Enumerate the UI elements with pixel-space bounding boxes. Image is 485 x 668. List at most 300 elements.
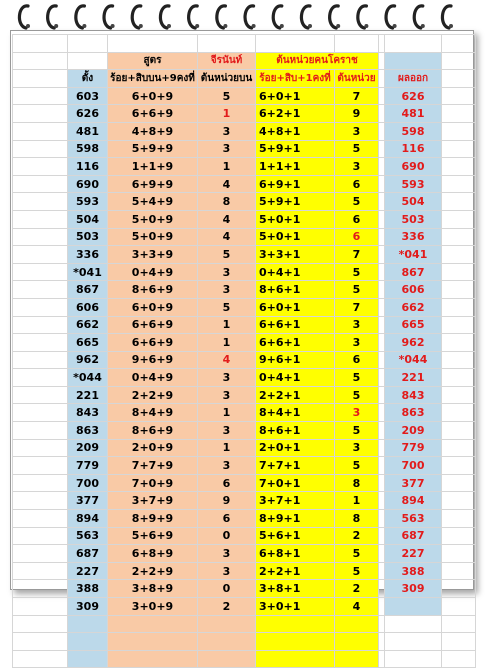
blank-cell <box>442 510 476 528</box>
blank-cell <box>442 527 476 545</box>
blank-cell <box>442 580 476 598</box>
blank-cell <box>13 228 68 246</box>
blank-cell <box>13 281 68 299</box>
blank-cell <box>13 298 68 316</box>
unit-cell: 8 <box>335 474 379 492</box>
formula-cell: 6+8+9 <box>108 545 198 563</box>
unit-cell: 5 <box>335 263 379 281</box>
empty-cell <box>335 615 379 633</box>
table-row <box>13 492 476 510</box>
blank-cell <box>13 598 68 616</box>
blank-cell <box>13 316 68 334</box>
blank-cell <box>442 281 476 299</box>
jira-cell: 8 <box>198 193 256 211</box>
tang-cell: 209 <box>68 439 108 457</box>
table-row <box>13 334 476 352</box>
formula-cell: 6+6+9 <box>108 316 198 334</box>
formula-cell: 4+8+9 <box>108 122 198 140</box>
result-cell <box>385 598 442 616</box>
korat-subheader: ร้อย+สิบ+1คงที่ <box>256 70 335 88</box>
table-row <box>13 87 476 105</box>
unit-cell: 2 <box>335 580 379 598</box>
blank-cell <box>13 510 68 528</box>
table-row <box>13 527 476 545</box>
table-row <box>13 140 476 158</box>
table-row <box>13 246 476 264</box>
tang-cell: 598 <box>68 140 108 158</box>
binding-ring-icon <box>301 6 312 28</box>
korat-cell: 3+7+1 <box>256 492 335 510</box>
korat-cell: 2+2+1 <box>256 562 335 580</box>
empty-row <box>13 633 476 651</box>
lottery-table <box>12 34 476 668</box>
formula-cell: 5+0+9 <box>108 228 198 246</box>
blank-cell <box>13 386 68 404</box>
blank-cell <box>442 334 476 352</box>
blank-cell <box>442 122 476 140</box>
empty-cell <box>385 650 442 668</box>
jira-cell: 4 <box>198 228 256 246</box>
blank-cell <box>13 263 68 281</box>
jira-cell: 4 <box>198 351 256 369</box>
korat-cell: 9+6+1 <box>256 351 335 369</box>
blank-cell <box>13 422 68 440</box>
formula-cell: 5+0+9 <box>108 210 198 228</box>
tang-cell: *041 <box>68 263 108 281</box>
tang-cell: 336 <box>68 246 108 264</box>
empty-cell <box>108 615 198 633</box>
unit-cell: 2 <box>335 527 379 545</box>
formula-cell: 5+9+9 <box>108 140 198 158</box>
jirananth-header: จีรนันท์ <box>198 52 256 70</box>
empty-cell <box>198 650 256 668</box>
table-row <box>13 474 476 492</box>
tang-cell: *044 <box>68 369 108 387</box>
empty-cell <box>256 633 335 651</box>
korat-cell: 8+6+1 <box>256 422 335 440</box>
blank-cell <box>442 105 476 123</box>
tang-cell: 606 <box>68 298 108 316</box>
korat-cell: 7+0+1 <box>256 474 335 492</box>
blank-cell <box>442 175 476 193</box>
result-cell: 377 <box>385 474 442 492</box>
empty-cell <box>442 633 476 651</box>
unit-cell: 3 <box>335 404 379 422</box>
blank-cell <box>13 193 68 211</box>
empty-cell <box>13 650 68 668</box>
jira-cell: 9 <box>198 492 256 510</box>
unit-cell: 5 <box>335 457 379 475</box>
spiral-binding <box>0 0 485 34</box>
result-cell: *041 <box>385 246 442 264</box>
blank-cell <box>442 404 476 422</box>
empty-cell <box>198 633 256 651</box>
table-row <box>13 422 476 440</box>
table-row <box>13 122 476 140</box>
result-cell: 209 <box>385 422 442 440</box>
binding-ring-icon <box>442 6 453 28</box>
formula-cell: 6+6+9 <box>108 105 198 123</box>
tang-cell: 593 <box>68 193 108 211</box>
jira-cell: 0 <box>198 580 256 598</box>
table-row <box>13 105 476 123</box>
empty-cell <box>13 633 68 651</box>
unit-cell: 3 <box>335 122 379 140</box>
blank-cell <box>442 263 476 281</box>
tang-header: ตั้ง <box>68 70 108 88</box>
korat-cell: 0+4+1 <box>256 369 335 387</box>
korat-cell: 5+0+1 <box>256 228 335 246</box>
unit-cell: 5 <box>335 545 379 563</box>
jira-cell: 1 <box>198 439 256 457</box>
binding-ring-icon <box>104 6 115 28</box>
korat-cell: 8+6+1 <box>256 281 335 299</box>
tang-cell: 481 <box>68 122 108 140</box>
jira-cell: 3 <box>198 122 256 140</box>
binding-ring-icon <box>48 6 59 28</box>
binding-ring-icon <box>189 6 200 28</box>
result-cell: 336 <box>385 228 442 246</box>
jira-cell: 3 <box>198 263 256 281</box>
jira-cell: 3 <box>198 457 256 475</box>
unit-cell: 5 <box>335 140 379 158</box>
table-row <box>13 263 476 281</box>
table-row <box>13 404 476 422</box>
table-row <box>13 193 476 211</box>
formula-header: สูตร <box>108 52 198 70</box>
korat-cell: 6+6+1 <box>256 316 335 334</box>
formula-cell: 6+0+9 <box>108 298 198 316</box>
formula-cell: 2+2+9 <box>108 562 198 580</box>
tang-cell: 603 <box>68 87 108 105</box>
table-row <box>13 386 476 404</box>
formula-cell: 8+9+9 <box>108 510 198 528</box>
result-cell: 598 <box>385 122 442 140</box>
binding-ring-icon <box>19 6 30 28</box>
blank-cell <box>13 580 68 598</box>
formula-cell: 2+2+9 <box>108 386 198 404</box>
tang-cell: 227 <box>68 562 108 580</box>
result-cell: 700 <box>385 457 442 475</box>
blank-cell <box>13 334 68 352</box>
tang-cell: 894 <box>68 510 108 528</box>
table-row <box>13 598 476 616</box>
formula-cell: 5+4+9 <box>108 193 198 211</box>
empty-cell <box>442 615 476 633</box>
jira-cell: 3 <box>198 386 256 404</box>
unit-cell: 4 <box>335 598 379 616</box>
jira-cell: 5 <box>198 246 256 264</box>
jira-cell: 3 <box>198 281 256 299</box>
unit-cell: 6 <box>335 175 379 193</box>
binding-ring-icon <box>358 6 369 28</box>
result-cell: 503 <box>385 210 442 228</box>
unit-cell: 3 <box>335 334 379 352</box>
blank-cell <box>13 140 68 158</box>
tang-cell: 503 <box>68 228 108 246</box>
tang-cell: 863 <box>68 422 108 440</box>
blank-cell <box>13 122 68 140</box>
korat-cell: 7+7+1 <box>256 457 335 475</box>
jira-cell: 3 <box>198 369 256 387</box>
unit-cell: 6 <box>335 351 379 369</box>
table-row <box>13 369 476 387</box>
result-cell: 227 <box>385 545 442 563</box>
tang-cell: 867 <box>68 281 108 299</box>
blank-cell <box>442 492 476 510</box>
jira-cell: 3 <box>198 545 256 563</box>
unit-cell: 3 <box>335 158 379 176</box>
table-row <box>13 351 476 369</box>
empty-row <box>13 615 476 633</box>
result-cell: 863 <box>385 404 442 422</box>
table-row <box>13 457 476 475</box>
table-row <box>13 281 476 299</box>
korat-cell: 5+9+1 <box>256 193 335 211</box>
blank-cell <box>13 545 68 563</box>
korat-cell: 4+8+1 <box>256 122 335 140</box>
unit-cell: 7 <box>335 298 379 316</box>
result-cell: 962 <box>385 334 442 352</box>
formula-cell: 8+6+9 <box>108 281 198 299</box>
korat-cell: 0+4+1 <box>256 263 335 281</box>
blank-cell <box>442 386 476 404</box>
table-row <box>13 158 476 176</box>
formula-cell: 3+8+9 <box>108 580 198 598</box>
blank-cell <box>13 439 68 457</box>
table-row <box>13 210 476 228</box>
empty-cell <box>335 650 379 668</box>
formula-cell: 6+0+9 <box>108 87 198 105</box>
blank-cell <box>13 369 68 387</box>
result-cell: 665 <box>385 316 442 334</box>
binding-ring-icon <box>217 6 228 28</box>
blank-cell <box>13 175 68 193</box>
jira-cell: 5 <box>198 87 256 105</box>
formula-cell: 3+7+9 <box>108 492 198 510</box>
jira-cell: 5 <box>198 298 256 316</box>
result-header-blank <box>385 52 442 70</box>
table-row <box>13 175 476 193</box>
tang-cell: 504 <box>68 210 108 228</box>
tang-cell: 962 <box>68 351 108 369</box>
header-row-1 <box>13 52 476 70</box>
table-row <box>13 580 476 598</box>
unit-cell: 3 <box>335 316 379 334</box>
table-row <box>13 228 476 246</box>
result-cell: 481 <box>385 105 442 123</box>
jira-cell: 6 <box>198 474 256 492</box>
binding-ring-icon <box>414 6 425 28</box>
tang-cell: 309 <box>68 598 108 616</box>
tang-cell: 377 <box>68 492 108 510</box>
blank-cell <box>442 545 476 563</box>
jira-cell: 4 <box>198 175 256 193</box>
blank-cell <box>442 316 476 334</box>
empty-cell <box>68 633 108 651</box>
empty-cell <box>198 615 256 633</box>
jira-subheader: ต้นหน่วยบน <box>198 70 256 88</box>
formula-cell: 2+0+9 <box>108 439 198 457</box>
blank-cell <box>13 158 68 176</box>
empty-cell <box>256 615 335 633</box>
korat-cell: 3+8+1 <box>256 580 335 598</box>
unit-cell: 5 <box>335 281 379 299</box>
unit-cell: 5 <box>335 193 379 211</box>
blank-row <box>13 35 476 53</box>
blank-cell <box>13 351 68 369</box>
korat-cell: 3+0+1 <box>256 598 335 616</box>
unit-cell: 9 <box>335 105 379 123</box>
unit-cell: 5 <box>335 422 379 440</box>
empty-cell <box>108 650 198 668</box>
formula-cell: 0+4+9 <box>108 263 198 281</box>
unit-cell: 5 <box>335 562 379 580</box>
result-cell: 221 <box>385 369 442 387</box>
korat-cell: 8+9+1 <box>256 510 335 528</box>
formula-cell: 1+1+9 <box>108 158 198 176</box>
formula-cell: 0+4+9 <box>108 369 198 387</box>
korat-cell: 5+9+1 <box>256 140 335 158</box>
unit-cell: 7 <box>335 246 379 264</box>
jira-cell: 3 <box>198 562 256 580</box>
blank-cell <box>13 210 68 228</box>
binding-ring-icon <box>76 6 87 28</box>
empty-cell <box>13 615 68 633</box>
formula-subheader: ร้อย+สิบบน+9คงที่ <box>108 70 198 88</box>
korat-cell: 3+3+1 <box>256 246 335 264</box>
blank-cell <box>13 457 68 475</box>
result-cell: 504 <box>385 193 442 211</box>
formula-cell: 6+6+9 <box>108 334 198 352</box>
result-cell: 690 <box>385 158 442 176</box>
unit-cell: 5 <box>335 386 379 404</box>
tang-cell: 843 <box>68 404 108 422</box>
formula-cell: 5+6+9 <box>108 527 198 545</box>
result-cell: 894 <box>385 492 442 510</box>
jira-cell: 0 <box>198 527 256 545</box>
empty-cell <box>335 633 379 651</box>
empty-cell <box>108 633 198 651</box>
formula-cell: 9+6+9 <box>108 351 198 369</box>
blank-cell <box>442 474 476 492</box>
jira-cell: 1 <box>198 158 256 176</box>
unit-cell: 3 <box>335 439 379 457</box>
table-row <box>13 439 476 457</box>
jira-cell: 2 <box>198 598 256 616</box>
result-cell: 687 <box>385 527 442 545</box>
unit-cell: 6 <box>335 210 379 228</box>
blank-cell <box>442 598 476 616</box>
blank-cell <box>442 228 476 246</box>
blank-cell <box>442 298 476 316</box>
unit-cell: 7 <box>335 87 379 105</box>
formula-cell: 6+9+9 <box>108 175 198 193</box>
blank-cell <box>442 87 476 105</box>
result-cell: 563 <box>385 510 442 528</box>
korat-cell: 6+6+1 <box>256 334 335 352</box>
korat-cell: 6+0+1 <box>256 298 335 316</box>
korat-cell: 6+9+1 <box>256 175 335 193</box>
blank-cell <box>442 351 476 369</box>
formula-cell: 8+4+9 <box>108 404 198 422</box>
formula-cell: 3+3+9 <box>108 246 198 264</box>
formula-cell: 7+7+9 <box>108 457 198 475</box>
blank-cell <box>442 369 476 387</box>
lottery-table-container <box>12 34 476 668</box>
jira-cell: 3 <box>198 422 256 440</box>
table-row <box>13 510 476 528</box>
korat-cell: 5+0+1 <box>256 210 335 228</box>
korat-cell: 1+1+1 <box>256 158 335 176</box>
result-cell: 593 <box>385 175 442 193</box>
result-cell: 626 <box>385 87 442 105</box>
empty-cell <box>68 650 108 668</box>
binding-ring-icon <box>386 6 397 28</box>
result-cell: 309 <box>385 580 442 598</box>
tang-cell: 626 <box>68 105 108 123</box>
result-cell: 779 <box>385 439 442 457</box>
result-cell: 606 <box>385 281 442 299</box>
jira-cell: 6 <box>198 510 256 528</box>
empty-row <box>13 650 476 668</box>
tang-cell: 116 <box>68 158 108 176</box>
jira-cell: 1 <box>198 316 256 334</box>
blank-cell <box>13 87 68 105</box>
result-cell: 116 <box>385 140 442 158</box>
tang-cell: 690 <box>68 175 108 193</box>
blank-cell <box>13 404 68 422</box>
korat-cell: 6+8+1 <box>256 545 335 563</box>
empty-cell <box>68 615 108 633</box>
empty-cell <box>442 650 476 668</box>
tang-cell: 665 <box>68 334 108 352</box>
jira-cell: 3 <box>198 140 256 158</box>
binding-ring-icon <box>160 6 171 28</box>
blank-cell <box>442 210 476 228</box>
header-row-2 <box>13 70 476 88</box>
korat-cell: 2+2+1 <box>256 386 335 404</box>
korat-cell: 6+0+1 <box>256 87 335 105</box>
formula-cell: 8+6+9 <box>108 422 198 440</box>
table-row <box>13 298 476 316</box>
blank-cell <box>13 492 68 510</box>
result-cell: 662 <box>385 298 442 316</box>
korat-cell: 2+0+1 <box>256 439 335 457</box>
korat-cell: 8+4+1 <box>256 404 335 422</box>
blank-cell <box>13 105 68 123</box>
result-cell: 867 <box>385 263 442 281</box>
blank-cell <box>442 439 476 457</box>
blank-cell <box>13 562 68 580</box>
korat-cell: 5+6+1 <box>256 527 335 545</box>
korat-cell: 6+2+1 <box>256 105 335 123</box>
binding-ring-icon <box>273 6 284 28</box>
blank-cell <box>442 158 476 176</box>
tang-cell: 662 <box>68 316 108 334</box>
tang-cell: 221 <box>68 386 108 404</box>
empty-cell <box>256 650 335 668</box>
blank-cell <box>442 193 476 211</box>
jira-cell: 1 <box>198 334 256 352</box>
binding-ring-icon <box>132 6 143 28</box>
unit-cell: 5 <box>335 369 379 387</box>
blank-cell <box>13 527 68 545</box>
table-row <box>13 316 476 334</box>
tang-cell: 388 <box>68 580 108 598</box>
result-cell: 843 <box>385 386 442 404</box>
blank-cell <box>442 562 476 580</box>
